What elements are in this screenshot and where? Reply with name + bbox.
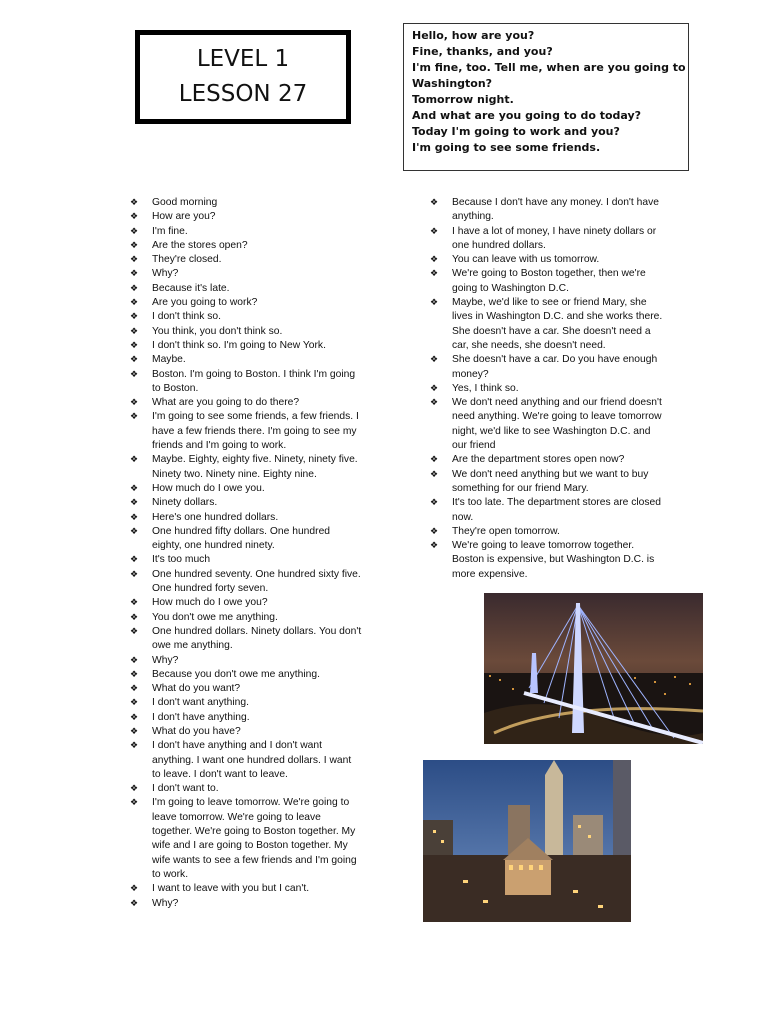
list-item bbox=[430, 253, 665, 267]
list-item-text: I'm going to see some friends, a few friends. I have a few friends there. I'm going to see my friends and I'm going to work. bbox=[152, 411, 359, 452]
list-item bbox=[430, 468, 665, 497]
bullet-icon: ❖ bbox=[130, 412, 139, 423]
list-item-text: Why? bbox=[152, 897, 179, 909]
list-item bbox=[130, 196, 362, 210]
bullet-icon: ❖ bbox=[430, 198, 439, 208]
list-item-text: Here's one hundred dollars. bbox=[152, 511, 279, 523]
list-item-text: I don't want anything. bbox=[152, 697, 249, 709]
bullet-icon: ❖ bbox=[430, 298, 439, 309]
list-item bbox=[130, 654, 362, 668]
list-item-text: I don't think so. bbox=[152, 311, 221, 323]
bullet-icon: ❖ bbox=[130, 712, 139, 723]
list-item bbox=[130, 410, 362, 453]
list-item bbox=[130, 339, 362, 353]
list-item bbox=[130, 482, 362, 496]
list-item-text: Because you don't owe me anything. bbox=[152, 668, 320, 680]
bullet-icon: ❖ bbox=[130, 269, 139, 280]
bullet-icon: ❖ bbox=[130, 798, 139, 809]
list-item-text: What are you going to do there? bbox=[152, 397, 300, 409]
list-item bbox=[130, 353, 362, 367]
list-item-text: Maybe, we'd like to see or friend Mary, she lives in Washington D.C. and she works there. She doesn't have a car. She doesn't need a car, she needs, she doesn't need. bbox=[452, 297, 663, 351]
bullet-icon: ❖ bbox=[430, 526, 439, 537]
list-item-text: Yes, I think so. bbox=[452, 382, 519, 394]
bullet-icon: ❖ bbox=[130, 698, 139, 709]
bullet-icon: ❖ bbox=[130, 626, 139, 637]
list-item-text: It's too late. The department stores are closed now. bbox=[452, 497, 661, 523]
bullet-icon: ❖ bbox=[130, 198, 139, 208]
list-item bbox=[130, 625, 362, 654]
list-item-text: Are the stores open? bbox=[152, 239, 248, 251]
left-phrase-list bbox=[130, 196, 362, 911]
list-item-text: Are you going to work? bbox=[152, 297, 258, 309]
lesson-heading: LESSON 27 bbox=[178, 81, 308, 107]
list-item-text: I have a lot of money, I have ninety dollars or one hundred dollars. bbox=[452, 225, 657, 251]
bullet-icon: ❖ bbox=[130, 612, 139, 623]
list-item bbox=[130, 368, 362, 397]
list-item bbox=[130, 325, 362, 339]
list-item-text: Because it's late. bbox=[152, 282, 230, 294]
list-item-text: We don't need anything and our friend doesn't need anything. We're going to leave tomorrow night, we'd like to see Washington D.C. and our friend bbox=[452, 397, 662, 452]
list-item bbox=[430, 296, 665, 353]
list-item-text: We're going to Boston together, then we're going to Washington D.C. bbox=[452, 268, 646, 294]
bullet-icon: ❖ bbox=[430, 255, 439, 266]
list-item-text: I don't think so. I'm going to New York. bbox=[152, 339, 326, 351]
list-item bbox=[130, 796, 362, 882]
list-item bbox=[430, 453, 665, 467]
list-item bbox=[430, 196, 665, 225]
list-item-text: I'm going to leave tomorrow. We're going to leave tomorrow. We're going to leave together. We're going to Boston together. My wife and I are going to Boston together. My wife wants to see a few friends and I'm going to work. bbox=[152, 797, 357, 880]
list-item bbox=[130, 396, 362, 410]
list-item-text: Maybe. bbox=[152, 354, 186, 366]
dialog-line: And what are you going to do today? bbox=[412, 109, 642, 122]
bullet-icon: ❖ bbox=[130, 498, 139, 509]
list-item-text: Maybe. Eighty, eighty five. Ninety, ninety five. Ninety two. Ninety nine. Eighty nine. bbox=[152, 454, 358, 480]
list-item-text: Boston. I'm going to Boston. I think I'm going to Boston. bbox=[152, 368, 356, 394]
dialog-line: Tomorrow night. bbox=[412, 93, 514, 106]
level-heading: LEVEL 1 bbox=[196, 46, 290, 72]
photo-city-night bbox=[423, 760, 631, 922]
list-item-text: I want to leave with you but I can't. bbox=[152, 883, 310, 895]
bullet-icon: ❖ bbox=[130, 369, 139, 380]
list-item bbox=[430, 225, 665, 254]
list-item bbox=[130, 897, 362, 911]
right-phrase-list bbox=[430, 196, 665, 582]
dialog-line: Washington? bbox=[412, 77, 493, 90]
list-item-text: They're open tomorrow. bbox=[452, 525, 560, 537]
bullet-icon: ❖ bbox=[430, 383, 439, 394]
list-item-text: What do you want? bbox=[152, 683, 241, 695]
list-item bbox=[430, 353, 665, 382]
list-item bbox=[130, 239, 362, 253]
bullet-icon: ❖ bbox=[130, 355, 139, 366]
list-item bbox=[130, 682, 362, 696]
bullet-icon: ❖ bbox=[430, 469, 439, 480]
photo-bridge-night bbox=[484, 593, 703, 744]
list-item bbox=[130, 282, 362, 296]
list-item-text: One hundred seventy. One hundred sixty five. One hundred forty seven. bbox=[152, 568, 361, 595]
list-item-text: One hundred fifty dollars. One hundred eighty, one hundred ninety. bbox=[152, 525, 331, 552]
list-item-text: Because I don't have any money. I don't have anything. bbox=[452, 197, 659, 223]
bullet-icon: ❖ bbox=[130, 655, 139, 666]
dialog-line: Today I'm going to work and you? bbox=[412, 125, 620, 138]
list-item bbox=[130, 525, 362, 554]
list-item bbox=[430, 496, 665, 525]
bullet-icon: ❖ bbox=[130, 240, 139, 251]
list-item-text: We're going to leave tomorrow together. Boston is expensive, but Washington D.C. is more expensive. bbox=[452, 540, 655, 580]
bridge-illustration bbox=[484, 593, 703, 744]
bullet-icon: ❖ bbox=[430, 226, 439, 237]
list-item bbox=[130, 496, 362, 510]
list-item bbox=[130, 668, 362, 682]
bullet-icon: ❖ bbox=[130, 741, 139, 752]
list-item-text: What do you have? bbox=[152, 725, 241, 737]
bullet-icon: ❖ bbox=[430, 498, 439, 509]
bullet-icon: ❖ bbox=[130, 455, 139, 466]
list-item bbox=[130, 310, 362, 324]
list-item bbox=[130, 739, 362, 782]
list-item-text: Ninety dollars. bbox=[152, 497, 218, 509]
list-item-text: Good morning bbox=[152, 197, 218, 208]
dialog-line: Fine, thanks, and you? bbox=[412, 45, 553, 58]
list-item bbox=[130, 267, 362, 281]
list-item bbox=[130, 453, 362, 482]
bullet-icon: ❖ bbox=[130, 598, 139, 609]
list-item bbox=[430, 539, 665, 582]
list-item-text: I don't have anything and I don't want anything. I want one hundred dollars. I want to leave. I don't want to leave. bbox=[152, 740, 352, 780]
dialog-box bbox=[403, 23, 689, 171]
list-item-text: I'm fine. bbox=[152, 225, 188, 237]
list-item bbox=[430, 396, 665, 453]
bullet-icon: ❖ bbox=[130, 255, 139, 266]
bullet-icon: ❖ bbox=[130, 212, 139, 223]
bullet-icon: ❖ bbox=[130, 726, 139, 737]
list-item bbox=[130, 596, 362, 610]
bullet-icon: ❖ bbox=[130, 555, 139, 566]
bullet-icon: ❖ bbox=[130, 669, 139, 680]
list-item-text: Are the department stores open now? bbox=[452, 454, 625, 466]
list-item-text: We don't need anything but we want to buy something for our friend Mary. bbox=[452, 468, 649, 494]
list-item-text: How much do I owe you. bbox=[152, 482, 265, 494]
list-item-text: I don't want to. bbox=[152, 783, 219, 795]
bullet-icon: ❖ bbox=[130, 784, 139, 795]
list-item bbox=[130, 611, 362, 625]
list-item bbox=[130, 711, 362, 725]
bullet-icon: ❖ bbox=[130, 326, 139, 337]
list-item bbox=[430, 525, 665, 539]
bullet-icon: ❖ bbox=[130, 684, 139, 695]
bullet-icon: ❖ bbox=[130, 569, 139, 580]
bullet-icon: ❖ bbox=[430, 355, 439, 366]
dialog-line: I'm going to see some friends. bbox=[412, 141, 601, 154]
list-item-text: I don't have anything. bbox=[152, 711, 250, 723]
bullet-icon: ❖ bbox=[130, 340, 139, 351]
list-item bbox=[130, 253, 362, 267]
bullet-icon: ❖ bbox=[130, 312, 139, 323]
bullet-icon: ❖ bbox=[130, 226, 139, 237]
list-item bbox=[130, 225, 362, 239]
list-item-text: You don't owe me anything. bbox=[152, 611, 278, 623]
dialog-line: I'm fine, too. Tell me, when are you going to bbox=[412, 61, 686, 74]
list-item bbox=[130, 511, 362, 525]
bullet-icon: ❖ bbox=[130, 298, 139, 309]
list-item bbox=[130, 725, 362, 739]
city-illustration bbox=[423, 760, 631, 922]
bullet-icon: ❖ bbox=[130, 526, 139, 537]
lesson-title-box bbox=[135, 30, 351, 124]
list-item-text: She doesn't have a car. Do you have enough money? bbox=[452, 354, 658, 380]
list-item bbox=[130, 210, 362, 224]
list-item bbox=[430, 267, 665, 296]
list-item-text: How much do I owe you? bbox=[152, 597, 268, 609]
list-item-text: Why? bbox=[152, 268, 179, 280]
list-item bbox=[130, 553, 362, 567]
list-item-text: Why? bbox=[152, 654, 179, 666]
list-item bbox=[130, 296, 362, 310]
list-item-text: They're closed. bbox=[152, 254, 222, 266]
list-item bbox=[430, 382, 665, 396]
list-item bbox=[130, 568, 362, 597]
bullet-icon: ❖ bbox=[430, 269, 439, 280]
list-item-text: You can leave with us tomorrow. bbox=[452, 254, 600, 266]
bullet-icon: ❖ bbox=[130, 283, 139, 294]
bullet-icon: ❖ bbox=[130, 884, 139, 895]
list-item bbox=[130, 882, 362, 896]
bullet-icon: ❖ bbox=[430, 398, 439, 409]
list-item-text: You think, you don't think so. bbox=[152, 325, 283, 337]
bullet-icon: ❖ bbox=[130, 398, 139, 409]
bullet-icon: ❖ bbox=[130, 898, 139, 909]
list-item-text: One hundred dollars. Ninety dollars. You don't owe me anything. bbox=[152, 625, 362, 652]
list-item bbox=[130, 782, 362, 796]
dialog-line: Hello, how are you? bbox=[412, 29, 535, 42]
list-item-text: It's too much bbox=[152, 554, 211, 566]
list-item-text: How are you? bbox=[152, 211, 216, 223]
bullet-icon: ❖ bbox=[130, 512, 139, 523]
bullet-icon: ❖ bbox=[430, 455, 439, 466]
bullet-icon: ❖ bbox=[430, 541, 439, 552]
bullet-icon: ❖ bbox=[130, 483, 139, 494]
list-item bbox=[130, 696, 362, 710]
